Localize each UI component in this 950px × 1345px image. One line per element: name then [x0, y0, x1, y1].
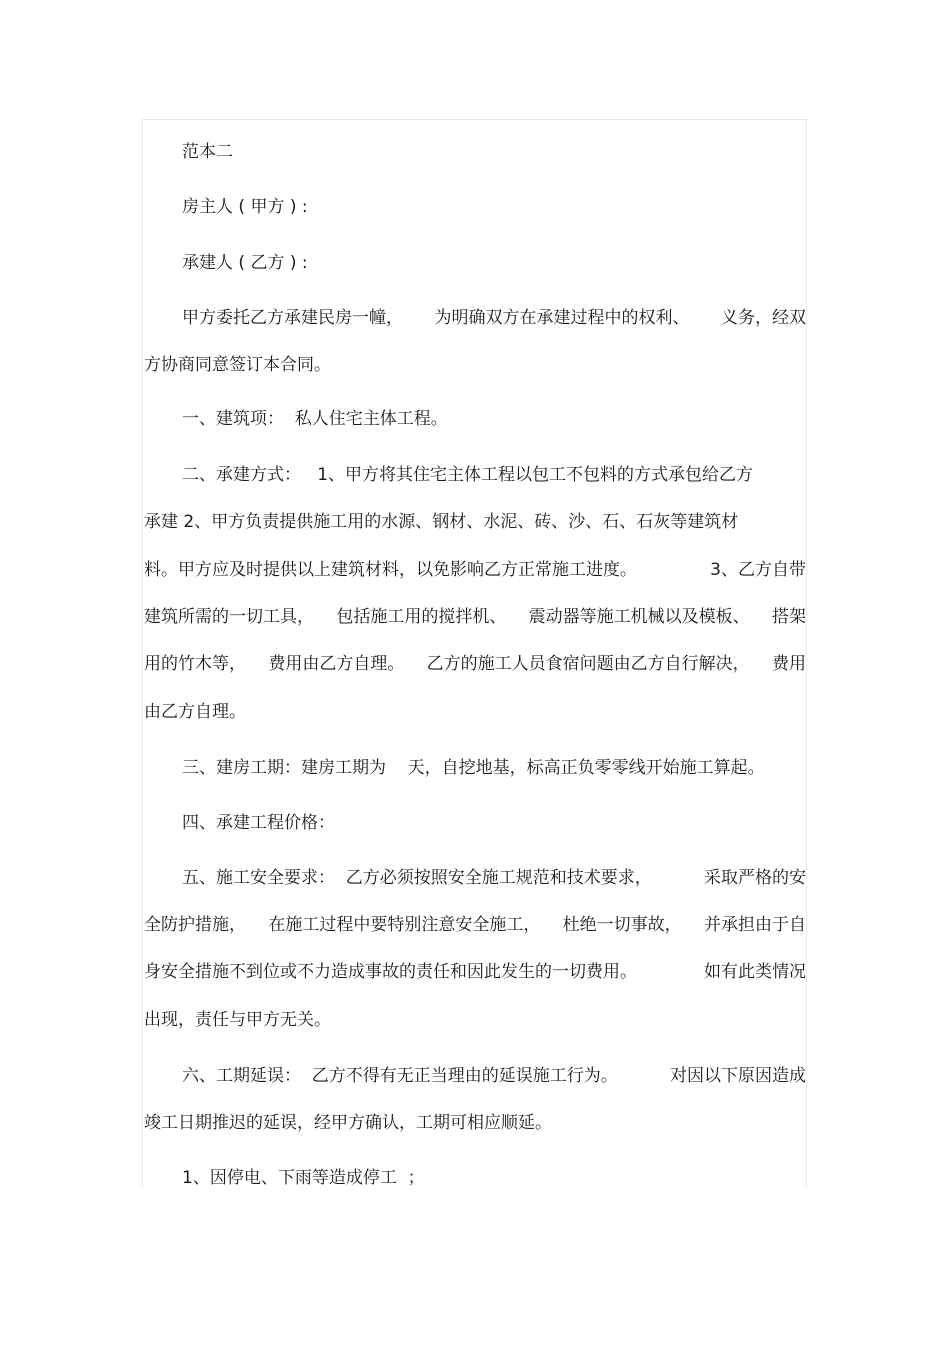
clause-5-line-3	[144, 961, 806, 983]
intro-line-1	[182, 307, 806, 329]
clause-5-line-1	[182, 867, 806, 889]
clause-seg: 如有此类情况	[704, 962, 806, 982]
clause-2-line-1: 二、承建方式： 1、甲方将其住宅主体工程以包工不包料的方式承包给乙方	[182, 465, 754, 485]
intro-seg: 义务，经双	[721, 308, 806, 328]
clause-2-line-3	[144, 559, 806, 581]
clause-3: 三、建房工期：建房工期为 天，自挖地基，标高正负零零线开始施工算起。	[182, 758, 765, 778]
clause-2-line-2: 承建 2、甲方负责提供施工用的水源、钢材、水泥、砖、沙、石、石灰等建筑材	[144, 512, 739, 532]
clause-1: 一、建筑项： 私人住宅主体工程。	[182, 409, 448, 429]
clause-seg: 对因以下原因造成	[670, 1066, 806, 1086]
intro-seg: 甲方委托乙方承建民房一幢，	[182, 308, 403, 328]
clause-seg: 震动器等施工机械以及模板、	[528, 607, 750, 627]
clause-seg: 包括施工用的搅拌机、	[336, 607, 507, 627]
clause-6-subitem-1: 1、因停电、下雨等造成停工 ；	[182, 1168, 425, 1188]
clause-6-line-2: 竣工日期推迟的延误，经甲方确认，工期可相应顺延。	[144, 1113, 552, 1133]
intro-line-2: 方协商同意签订本合同。	[144, 355, 331, 375]
clause-seg: 建筑所需的一切工具，	[144, 607, 314, 627]
clause-seg: 全防护措施，	[144, 915, 246, 935]
clause-2-line-6: 由乙方自理。	[144, 702, 246, 722]
document-heading: 范本二	[182, 142, 233, 162]
clause-5-line-2	[144, 914, 806, 936]
clause-seg: 费用	[771, 654, 806, 674]
clause-seg: 身安全措施不到位或不力造成事故的责任和因此发生的一切费用。	[144, 962, 637, 982]
clause-5-line-4: 出现，责任与甲方无关。	[144, 1010, 331, 1030]
clause-seg: 搭架	[771, 607, 806, 627]
clause-seg: 乙方的施工人员食宿问题由乙方自行解决，	[426, 654, 750, 674]
clause-seg: 采取严格的安	[704, 868, 806, 888]
intro-seg: 为明确双方在承建过程中的权利、	[434, 308, 690, 328]
clause-seg: 费用由乙方自理。	[268, 654, 405, 674]
clause-2-line-4	[144, 606, 806, 628]
clause-seg: 杜绝一切事故，	[562, 915, 682, 935]
party-a-label: 房主人 ( 甲方 ) :	[182, 197, 308, 217]
clause-4: 四、承建工程价格：	[182, 813, 335, 833]
clause-seg: 五、施工安全要求： 乙方必须按照安全施工规范和技术要求，	[182, 868, 652, 888]
clause-seg: 料。甲方应及时提供以上建筑材料，以免影响乙方正常施工进度。	[144, 560, 637, 580]
clause-6-line-1	[182, 1065, 806, 1087]
clause-2-line-5	[144, 653, 806, 675]
clause-seg: 在施工过程中要特别注意安全施工，	[268, 915, 541, 935]
clause-seg: 六、工期延误： 乙方不得有无正当理由的延误施工行为。	[182, 1066, 618, 1086]
clause-seg: 并承担由于自	[703, 915, 806, 935]
clause-seg: 用的竹木等，	[144, 654, 246, 674]
clause-seg: 3、乙方自带	[710, 560, 806, 580]
party-b-label: 承建人 ( 乙方 ) :	[182, 253, 308, 273]
